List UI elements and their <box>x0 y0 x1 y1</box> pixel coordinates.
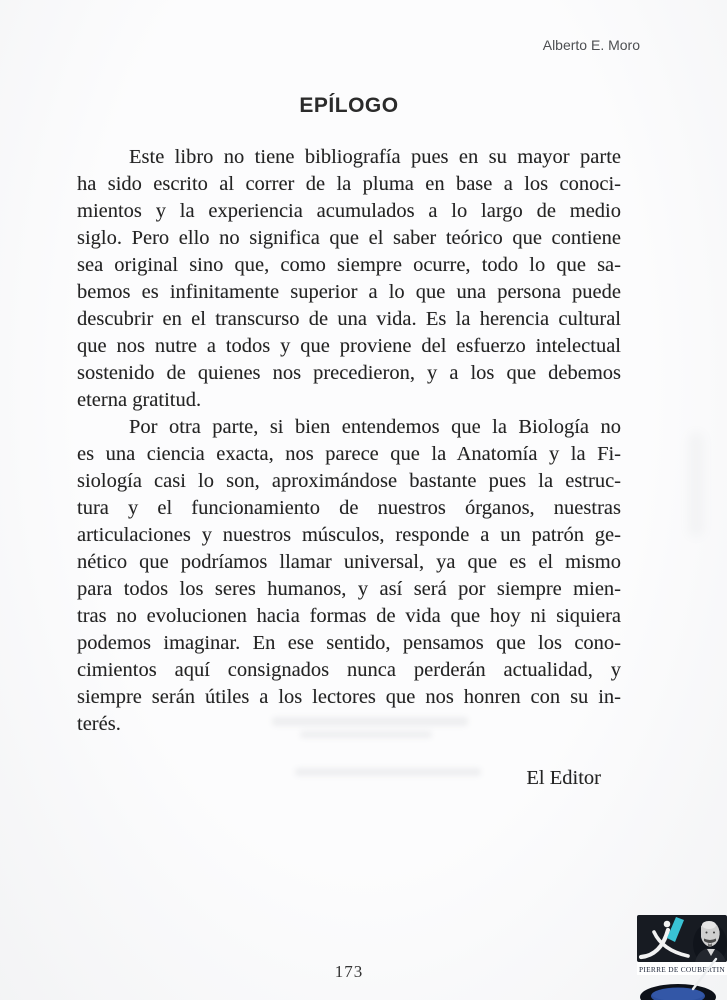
text-line: articulaciones y nuestros músculos, responde a un patrón ge- <box>77 524 621 546</box>
text-line: tura y el funcionamiento de nuestros órganos, nuestras <box>77 497 621 519</box>
showthrough-smudge <box>300 731 432 738</box>
text-line: cimientos aquí consignados nunca perderán actualidad, y <box>77 659 621 681</box>
scan-smudge <box>688 432 704 537</box>
header-author: Alberto E. Moro <box>542 37 640 53</box>
text-line: que nos nutre a todos y que proviene del esfuerzo intelectual <box>77 335 621 357</box>
text-line: bemos es infinitamente superior a lo que una persona puede <box>77 281 621 303</box>
coubertin-logo <box>637 915 727 1000</box>
text-line: descubrir en el transcurso de una vida. Es la herencia cultural <box>77 308 621 330</box>
body-text <box>77 144 621 738</box>
text-line: sostenido de quienes nos precedieron, y a los que debemos <box>77 362 621 384</box>
paragraph <box>77 144 621 414</box>
page-title: EPÍLOGO <box>299 94 399 117</box>
logo-emblem <box>637 915 727 1000</box>
text-line: siglo. Pero ello no significa que el saber teórico que contiene <box>77 227 621 249</box>
text-line: mientos y la experiencia acumulados a lo largo de medio <box>77 200 621 222</box>
text-line: siología casi lo son, aproximándose bastante pues la estruc- <box>77 470 621 492</box>
text-line: Por otra parte, si bien entendemos que la Biología no <box>129 416 621 438</box>
text-line: siempre serán útiles a los lectores que nos honren con su in- <box>77 686 621 708</box>
logo-caption: PIERRE DE COUBERTIN <box>639 966 726 974</box>
text-line: Este libro no tiene bibliografía pues en su mayor parte <box>129 146 621 168</box>
text-line: tras no evolucionen hacia formas de vida que hoy ni siquiera <box>77 605 621 627</box>
page-number: 173 <box>334 962 364 981</box>
text-line: es una ciencia exacta, nos parece que la Anatomía y la Fi- <box>77 443 621 465</box>
showthrough-smudge <box>272 717 468 726</box>
signature: El Editor <box>526 767 601 789</box>
text-line: eterna gratitud. <box>77 389 202 411</box>
text-line: nético que podríamos llamar universal, ya que es el mismo <box>77 551 621 573</box>
text-line: ha sido escrito al correr de la pluma en base a los conoci- <box>77 173 621 195</box>
inkwell-icon <box>640 984 716 1000</box>
paragraph <box>77 414 621 738</box>
text-line: podemos imaginar. En ese sentido, pensamos que los cono- <box>77 632 621 654</box>
text-line: sea original sino que, como siempre ocurre, todo lo que sa- <box>77 254 621 276</box>
text-line: terés. <box>77 713 121 735</box>
text-line: para todos los seres humanos, y así será por siempre mien- <box>77 578 621 600</box>
